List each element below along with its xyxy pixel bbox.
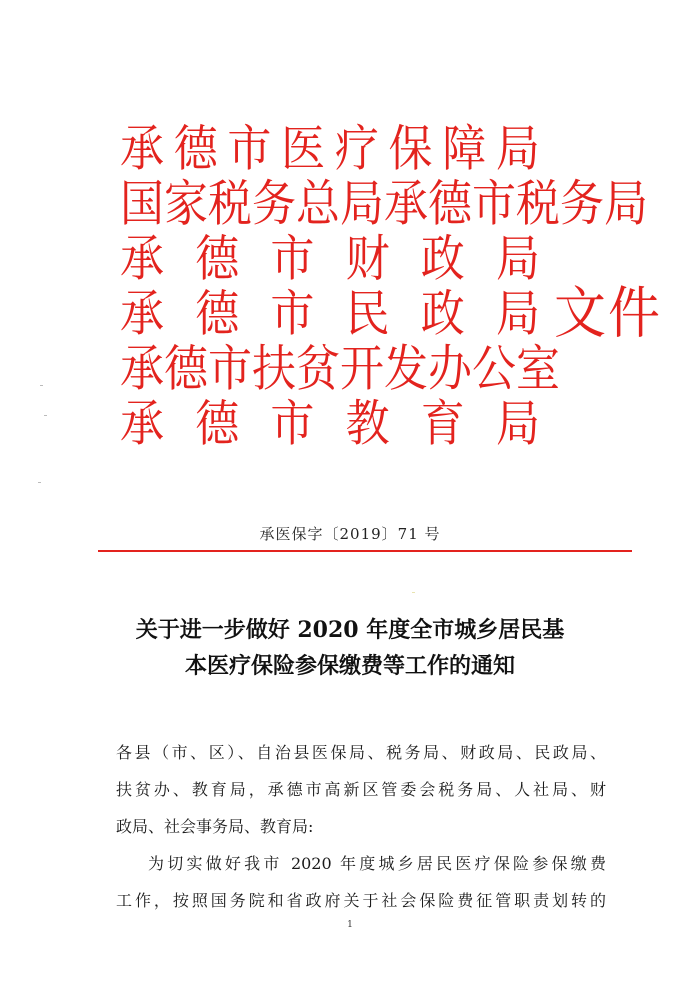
issuer-char: 教 [345, 395, 390, 454]
title-line-1: 关于进一步做好 2020 年度全市城乡居民基 [135, 617, 565, 643]
document-title [90, 612, 610, 684]
body-line: 工作，按照国务院和省政府关于社会保险费征管职责划转的 [116, 891, 606, 910]
document-type-label: 文件 [554, 281, 663, 347]
issuer-char: 德 [195, 395, 240, 454]
issuer-char: 国 [120, 175, 164, 234]
issuer-char: 贫 [296, 340, 340, 399]
issuer-char: 市 [270, 285, 315, 344]
issuer-char: 承 [120, 395, 164, 454]
issuer-char: 障 [442, 120, 487, 179]
issuer-char: 局 [495, 285, 540, 344]
body-line: 扶贫办、教育局，承德市高新区管委会税务局、人社局、财 [116, 780, 606, 799]
issuer-char: 市 [208, 340, 252, 399]
issuer-char: 承 [120, 230, 164, 289]
scan-speck [38, 482, 41, 483]
issuer-char: 保 [388, 120, 433, 179]
scan-speck [40, 385, 43, 386]
body-line: 各县（市、区）、自治县医保局、税务局、财政局、民政局、 [116, 743, 606, 762]
document-body [116, 734, 606, 919]
issuer-char: 税 [208, 175, 252, 234]
issuer-char: 德 [428, 175, 472, 234]
issuer-char: 财 [345, 230, 390, 289]
issuer-char: 承 [120, 285, 164, 344]
issuer-char: 德 [164, 340, 208, 399]
issuer-char: 总 [296, 175, 340, 234]
scan-speck [412, 592, 415, 593]
issuer-char: 德 [195, 230, 240, 289]
issuer-line [120, 284, 540, 346]
issuer-line [120, 339, 560, 401]
issuer-char: 育 [420, 395, 465, 454]
issuer-char: 医 [281, 120, 326, 179]
issuer-char: 局 [604, 175, 648, 234]
red-divider-line [98, 550, 632, 552]
issuer-char: 政 [420, 230, 465, 289]
issuer-char: 办 [428, 340, 472, 399]
issuer-char: 民 [345, 285, 390, 344]
body-line: 政局、社会事务局、教育局: [116, 817, 314, 836]
issuer-char: 发 [384, 340, 428, 399]
issuer-char: 室 [516, 340, 560, 399]
issuer-char: 疗 [334, 120, 379, 179]
issuer-char: 政 [420, 285, 465, 344]
issuer-line [120, 174, 648, 236]
issuer-char: 市 [270, 230, 315, 289]
issuer-char: 局 [495, 395, 540, 454]
issuer-line [120, 229, 540, 291]
issuer-char: 公 [472, 340, 516, 399]
issuer-char: 开 [340, 340, 384, 399]
issuer-char: 承 [120, 340, 164, 399]
issuer-char: 德 [173, 120, 218, 179]
issuer-char: 局 [340, 175, 384, 234]
scan-speck [44, 415, 47, 416]
title-line-2: 本医疗保险参保缴费等工作的通知 [184, 653, 515, 679]
issuer-char: 家 [164, 175, 208, 234]
issuer-char: 务 [560, 175, 604, 234]
issuer-line [120, 119, 540, 181]
issuer-char: 务 [252, 175, 296, 234]
issuer-char: 税 [516, 175, 560, 234]
issuer-char: 德 [195, 285, 240, 344]
issuer-char: 承 [120, 120, 164, 179]
issuer-line [120, 394, 540, 456]
page-number: 1 [347, 920, 353, 930]
issuer-char: 扶 [252, 340, 296, 399]
issuer-char: 局 [495, 230, 540, 289]
document-number: 承医保字〔2019〕71 号 [259, 525, 441, 543]
issuer-char: 市 [472, 175, 516, 234]
issuer-char: 承 [384, 175, 428, 234]
issuer-char: 局 [495, 120, 540, 179]
issuer-char: 市 [270, 395, 315, 454]
issuer-char: 市 [227, 120, 272, 179]
body-line: 为切实做好我市 2020 年度城乡居民医疗保险参保缴费 [148, 854, 606, 873]
